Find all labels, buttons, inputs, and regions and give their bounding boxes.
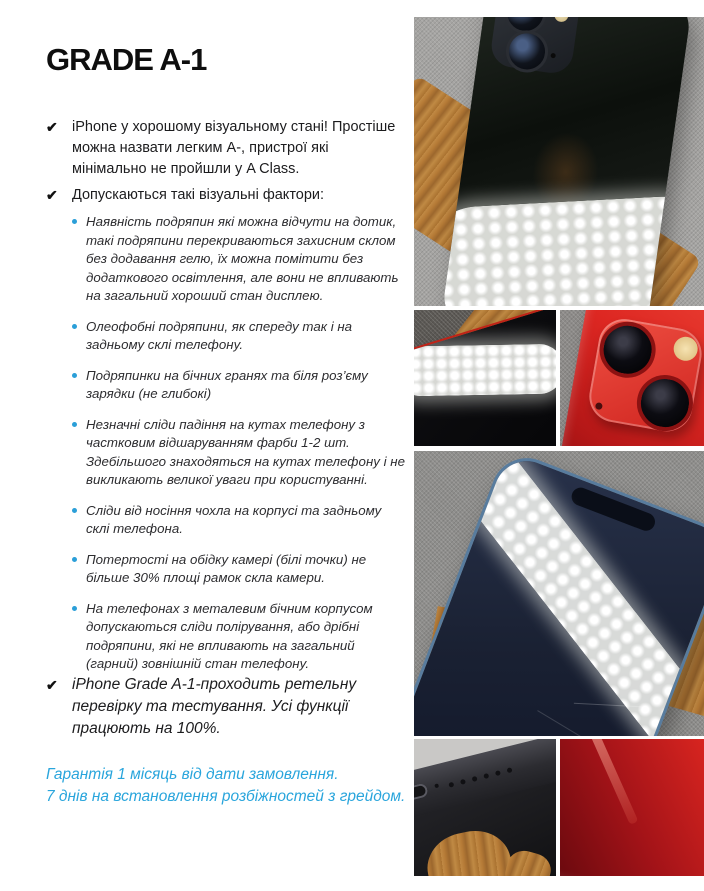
checklist-item-condition (46, 117, 404, 180)
list-item (72, 502, 408, 539)
checklist-item-factors-heading (46, 185, 404, 206)
bullet-dot-icon (72, 324, 77, 329)
phone-body (414, 451, 704, 736)
camera-lens (503, 28, 550, 75)
lightning-port (414, 782, 429, 805)
speaker-hole (448, 782, 454, 788)
scratch-mark (537, 710, 580, 736)
edge-highlight (569, 739, 638, 825)
wood-reflection-ring (458, 438, 550, 446)
led-light-reflection (414, 344, 556, 397)
factor-text: Потертості на обідку камері (білі точки) не більше 30% площі рамок скла камери. (86, 551, 367, 585)
check-icon: ✔ (46, 677, 58, 693)
factor-text: Подряпинки на бічних гранях та біля роз’єму зарядки (не глибокі) (86, 367, 368, 401)
bullet-dot-icon (72, 219, 77, 224)
camera-module (585, 315, 704, 435)
page-title: GRADE A-1 (46, 42, 207, 77)
red-iphone-front-photo (414, 310, 556, 446)
list-item (72, 551, 408, 588)
screen-notch (569, 485, 658, 533)
blue-iphone-front-photo (414, 451, 704, 736)
speaker-hole (483, 773, 489, 779)
camera-lens (595, 317, 660, 382)
check-icon: ✔ (46, 119, 58, 135)
factor-text: На телефонах з металевим бічним корпусом допускаються сліди полірування, або дрібні подряпини, які не впливають на загальний (гарний) зовнішній стан телефону. (86, 600, 373, 671)
checklist-item-text: iPhone у хорошому візуальному стані! Простіше можна назвати легким А-, пристрої які мінімально не пройшли у A Class. (72, 119, 396, 177)
factor-text: Незначні сліди падіння на кутах телефону з частковим відшаруванням фарби 1-2 шт. Здебільшого знаходяться на кутах телефону і не викликають великої уваги при користуванні. (86, 416, 405, 487)
list-item (72, 600, 408, 674)
list-item (72, 416, 408, 490)
check-icon: ✔ (46, 187, 58, 203)
bullet-dot-icon (72, 508, 77, 513)
speaker-hole (472, 776, 478, 782)
checklist-item-testing (46, 674, 420, 740)
camera-flash (554, 17, 570, 23)
black-iphone-11-back-photo (414, 17, 704, 306)
factor-text: Олеофобні подряпини, як спереду так і на задньому склі телефону. (86, 318, 353, 352)
camera-mic-dot (550, 53, 556, 59)
list-item (72, 367, 408, 404)
phone-body (414, 310, 556, 446)
visual-factors-list (72, 213, 408, 686)
camera-lens (632, 371, 697, 436)
speaker-hole (507, 767, 513, 773)
bullet-dot-icon (72, 422, 77, 427)
list-item (72, 213, 408, 306)
camera-mic-dot (595, 402, 603, 410)
list-item (72, 318, 408, 355)
final-note-text: iPhone Grade A-1-проходить ретельну перевірку та тестування. Усі функції працюють на 100%. (72, 676, 357, 737)
warranty-line-1: Гарантія 1 місяць від дати замовлення. (46, 766, 339, 783)
speaker-hole (495, 770, 501, 776)
factor-text: Сліди від носіння чохла на корпусі та задньому склі телефона. (86, 502, 382, 536)
red-iphone-edge-closeup-photo (560, 739, 704, 876)
screw-dot (434, 783, 439, 788)
phone-corner (560, 739, 704, 876)
camera-flash (672, 335, 700, 363)
warranty-line-2: 7 днів на встановлення розбіжностей з грейдом. (46, 788, 406, 805)
warranty-note (46, 764, 405, 808)
bullet-dot-icon (72, 373, 77, 378)
factor-text: Наявність подряпин які можна відчути на дотик, такі подряпини перекриваються захисним склом без додавання гелю, їх можна помітити без додаткового освітлення, але вони не впливають на загальний хороший стан дисплею. (86, 214, 399, 303)
phone-back (560, 310, 704, 446)
speaker-hole (460, 779, 466, 785)
checklist-item-text: Допускаються такі візуальні фактори: (72, 187, 325, 203)
phone-body (440, 17, 693, 306)
black-iphone-bottom-edge-photo (414, 739, 556, 876)
bullet-dot-icon (72, 606, 77, 611)
camera-module (489, 17, 582, 76)
red-iphone-camera-closeup-photo (560, 310, 704, 446)
bullet-dot-icon (72, 557, 77, 562)
